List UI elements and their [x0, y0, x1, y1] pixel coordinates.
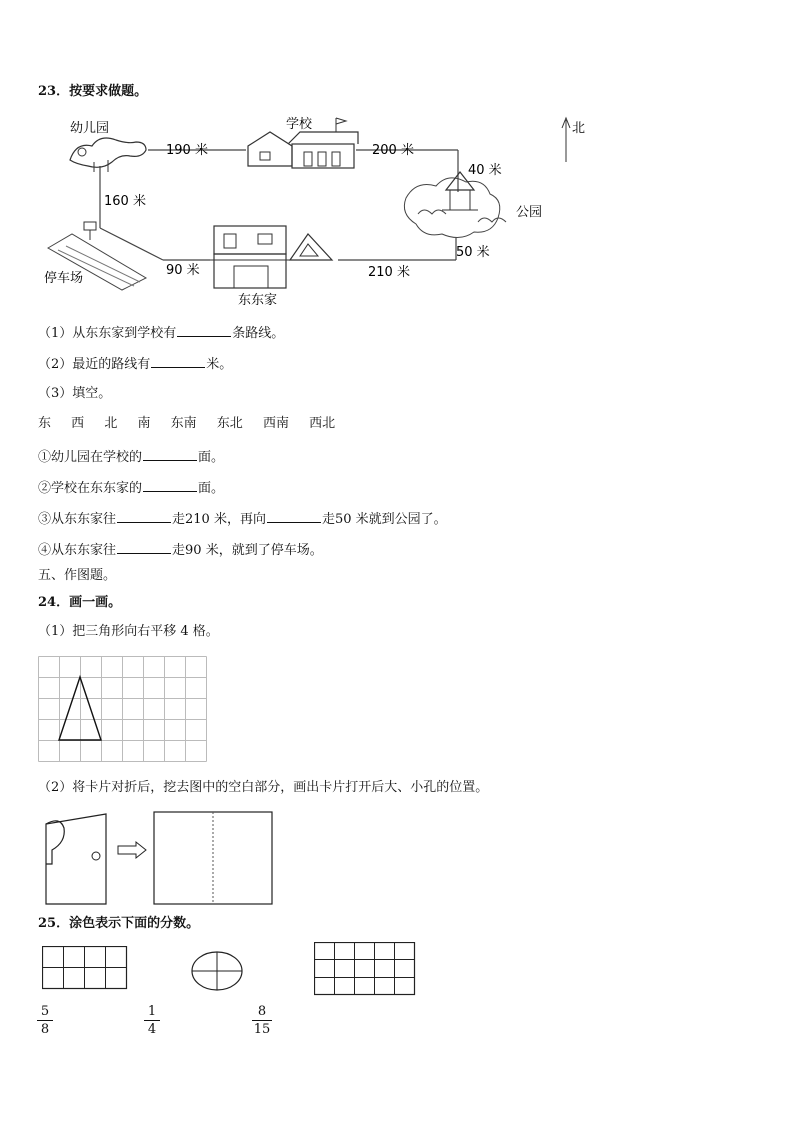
answer-blank[interactable]	[143, 448, 197, 461]
answer-blank[interactable]	[117, 510, 171, 523]
direction-item: 西	[71, 416, 85, 431]
park-icon	[404, 172, 506, 238]
denominator: 8	[40, 1022, 50, 1037]
q23-part3: （3）填空。	[38, 386, 112, 401]
fill-item-4-text-a: ④从东东家往	[38, 543, 117, 558]
q24-part2: （2）将卡片对折后，挖去图中的空白部分，画出卡片打开后大、小孔的位置。	[38, 780, 489, 795]
label-d-home-park: 210 米	[368, 265, 410, 280]
q23-title: 23．按要求做题。	[38, 84, 148, 99]
label-kindergarten: 幼儿园	[70, 121, 110, 136]
fill-item-2	[38, 479, 224, 497]
label-d-school-east: 200 米	[372, 143, 414, 158]
q25-title: 25．涂色表示下面的分数。	[38, 916, 200, 931]
fill-item-1-text-b: 面。	[198, 450, 225, 465]
numerator: 8	[257, 1004, 267, 1019]
kindergarten-icon	[70, 138, 146, 172]
label-d-kg-parking: 160 米	[104, 194, 146, 209]
map-figure	[38, 110, 598, 310]
big-hole-cut	[46, 821, 64, 864]
dongdong-home-icon	[210, 226, 332, 288]
label-school: 学校	[286, 117, 313, 132]
fill-item-3	[38, 510, 447, 528]
label-dongdong-home: 东东家	[238, 293, 278, 308]
q24-part1: （1）把三角形向右平移 4 格。	[38, 624, 219, 639]
fill-item-3-text-a: ③从东东家往	[38, 512, 117, 527]
label-north: 北	[572, 121, 586, 136]
fill-item-2-text-a: ②学校在东东家的	[38, 481, 143, 496]
q23-part2-text-b: 米。	[206, 357, 233, 372]
fraction-5-8	[37, 1004, 53, 1037]
rectangle-grid-8[interactable]	[42, 946, 132, 992]
answer-blank[interactable]	[117, 541, 171, 554]
direction-item: 西北	[309, 416, 336, 431]
fill-item-3-text-b: 走210 米，再向	[172, 512, 266, 527]
fraction-8-15	[252, 1004, 272, 1037]
circle-4-parts[interactable]	[190, 950, 250, 994]
direction-item: 东南	[170, 416, 197, 431]
translation-grid[interactable]	[38, 656, 208, 764]
direction-list	[38, 416, 351, 432]
answer-blank[interactable]	[177, 324, 231, 337]
q23-part2	[38, 355, 232, 373]
fill-item-4	[38, 541, 323, 559]
direction-item: 西南	[262, 416, 289, 431]
q23-part1-text-a: （1）从东东家到学校有	[38, 326, 177, 341]
direction-item: 东北	[216, 416, 243, 431]
label-park: 公园	[516, 205, 543, 220]
right-arrow-icon	[118, 842, 146, 858]
folded-card-figure	[40, 806, 280, 910]
label-parking: 停车场	[44, 271, 84, 286]
denominator: 4	[147, 1022, 157, 1037]
q23-part1	[38, 324, 284, 342]
q24-title: 24．画一画。	[38, 595, 122, 610]
rectangle-grid-15[interactable]	[314, 942, 420, 998]
answer-blank[interactable]	[151, 355, 205, 368]
numerator: 1	[147, 1004, 157, 1019]
fill-item-1	[38, 448, 224, 466]
small-hole-circle	[92, 852, 100, 860]
fill-item-2-text-b: 面。	[198, 481, 225, 496]
direction-item: 东	[38, 416, 52, 431]
answer-blank[interactable]	[267, 510, 321, 523]
direction-item: 南	[137, 416, 151, 431]
q23-part1-text-b: 条路线。	[232, 326, 285, 341]
fill-item-1-text-a: ①幼儿园在学校的	[38, 450, 143, 465]
fraction-1-4	[144, 1004, 160, 1037]
numerator: 5	[40, 1004, 50, 1019]
fill-item-4-text-b: 走90 米，就到了停车场。	[172, 543, 323, 558]
label-d-kg-school: 190 米	[166, 143, 208, 158]
section-title: 五、作图题。	[38, 568, 117, 583]
folded-card	[46, 814, 106, 904]
label-d-parking-home: 90 米	[166, 263, 200, 278]
label-d-park-down: 50 米	[456, 245, 490, 260]
direction-item: 北	[104, 416, 118, 431]
answer-blank[interactable]	[143, 479, 197, 492]
label-d-east-park: 40 米	[468, 163, 502, 178]
q23-part2-text-a: （2）最近的路线有	[38, 357, 151, 372]
fill-item-3-text-c: 走50 米就到公园了。	[321, 512, 447, 527]
denominator: 15	[253, 1022, 271, 1037]
